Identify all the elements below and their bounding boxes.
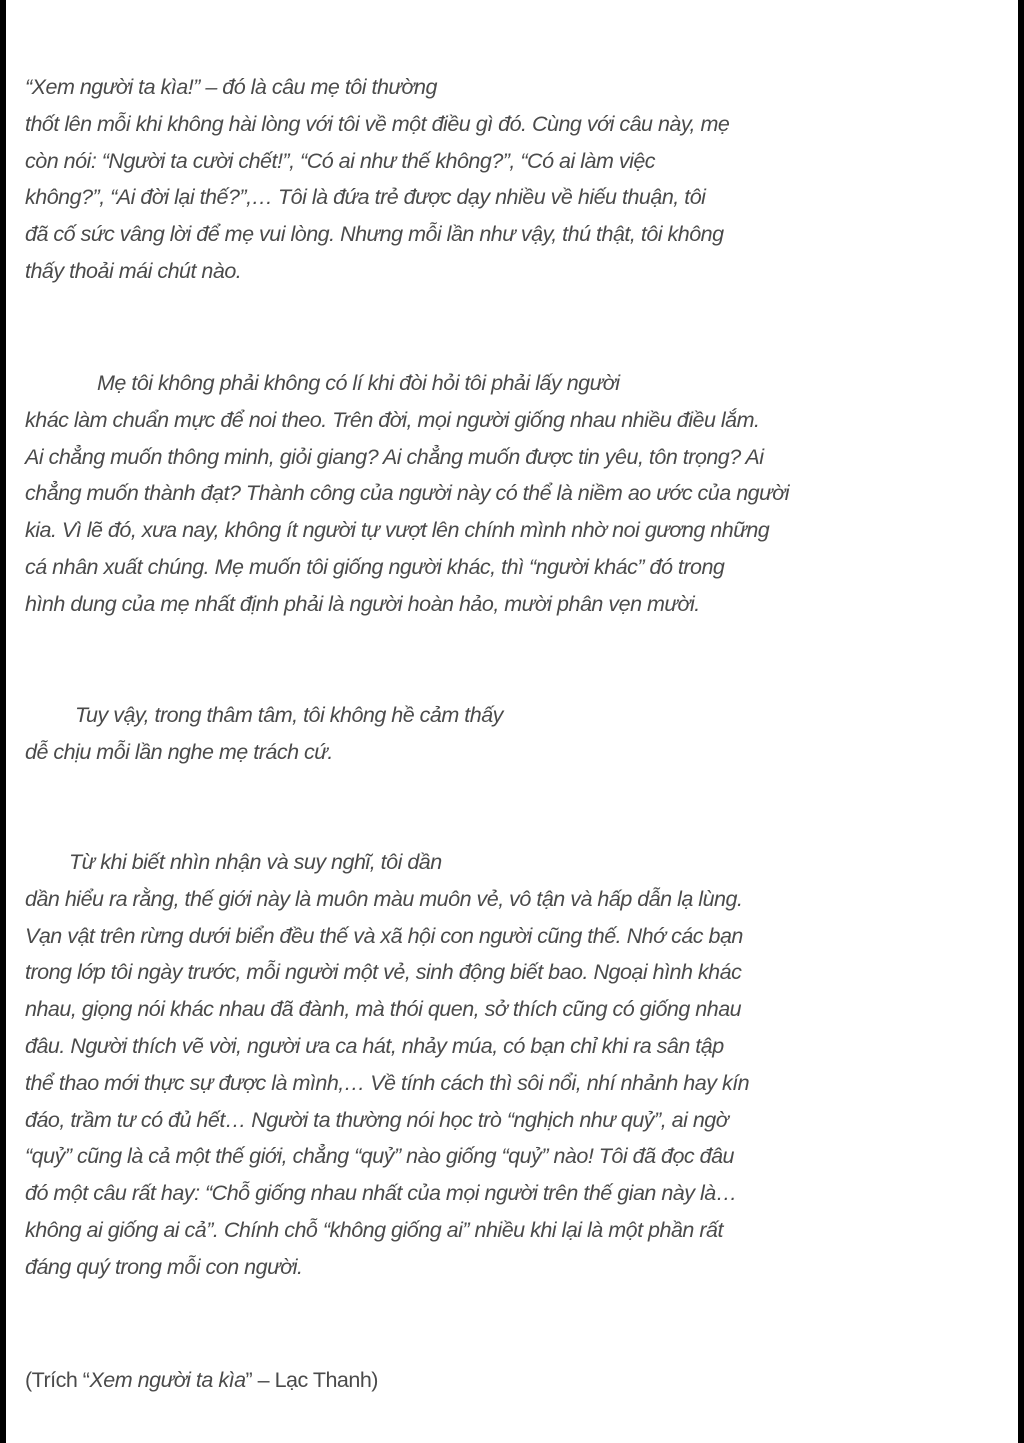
paragraph-line: còn nói: “Người ta cười chết!”, “Có ai như thế không?”, “Có ai làm việc bbox=[25, 148, 656, 173]
paragraph-line: đáo, trầm tư có đủ hết… Người ta thường nói học trò “nghịch như quỷ”, ai ngờ bbox=[25, 1107, 729, 1132]
citation-title: Xem người ta kìa bbox=[89, 1368, 246, 1392]
paragraph-2 bbox=[25, 365, 789, 623]
paragraph-line: đâu. Người thích vẽ vời, người ưa ca hát, nhảy múa, có bạn chỉ khi ra sân tập bbox=[25, 1033, 724, 1058]
paragraph-line: “Xem người ta kìa!” – đó là câu mẹ tôi thường bbox=[25, 75, 437, 99]
document-page bbox=[6, 0, 1018, 1443]
citation bbox=[25, 1362, 378, 1398]
paragraph-line: thấy thoải mái chút nào. bbox=[25, 258, 242, 283]
paragraph-line: không ai giống ai cả”. Chính chỗ “không giống ai” nhiều khi lại là một phần rất bbox=[25, 1217, 723, 1242]
paragraph-line: “quỷ” cũng là cả một thế giới, chẳng “quỷ” nào giống “quỷ” nào! Tôi đã đọc đâu bbox=[25, 1144, 735, 1169]
paragraph-line: không?”, “Ai đời lại thế?”,… Tôi là đứa trẻ được dạy nhiều về hiếu thuận, tôi bbox=[25, 185, 706, 210]
paragraph-line: chẳng muốn thành đạt? Thành công của người này có thể là niềm ao ước của người bbox=[25, 481, 790, 506]
paragraph-line: đã cố sức vâng lời để mẹ vui lòng. Nhưng mỗi lần như vậy, thú thật, tôi không bbox=[25, 222, 724, 247]
paragraph-1 bbox=[25, 69, 729, 290]
citation-prefix: (Trích “ bbox=[25, 1368, 90, 1392]
paragraph-line: nhau, giọng nói khác nhau đã đành, mà thói quen, sở thích cũng có giống nhau bbox=[25, 997, 742, 1022]
paragraph-line: thể thao mới thực sự được là mình,… Về tính cách thì sôi nổi, nhí nhảnh hay kín bbox=[25, 1070, 750, 1095]
paragraph-line: thốt lên mỗi khi không hài lòng với tôi về một điều gì đó. Cùng với câu này, mẹ bbox=[25, 111, 730, 136]
paragraph-3 bbox=[25, 697, 503, 771]
paragraph-line: trong lớp tôi ngày trước, mỗi người một vẻ, sinh động biết bao. Ngoại hình khác bbox=[25, 960, 742, 985]
paragraph-line: Tuy vậy, trong thâm tâm, tôi không hề cảm thấy bbox=[75, 703, 503, 727]
paragraph-line: đáng quý trong mỗi con người. bbox=[25, 1254, 303, 1279]
citation-suffix: ” – Lạc Thanh) bbox=[245, 1368, 378, 1392]
paragraph-line: hình dung của mẹ nhất định phải là người hoàn hảo, mười phân vẹn mười. bbox=[25, 591, 700, 616]
paragraph-line: khác làm chuẩn mực để noi theo. Trên đời, mọi người giống nhau nhiều điều lắm. bbox=[25, 407, 760, 432]
paragraph-line: Mẹ tôi không phải không có lí khi đòi hỏi tôi phải lấy người bbox=[97, 371, 620, 395]
paragraph-line: dần hiểu ra rằng, thế giới này là muôn màu muôn vẻ, vô tận và hấp dẫn lạ lùng. bbox=[25, 886, 743, 911]
paragraph-line: Vạn vật trên rừng dưới biển đều thế và xã hội con người cũng thế. Nhớ các bạn bbox=[25, 923, 743, 948]
paragraph-line: kia. Vì lẽ đó, xưa nay, không ít người tự vượt lên chính mình nhờ noi gương những bbox=[25, 518, 770, 543]
paragraph-line: Ai chẳng muốn thông minh, giỏi giang? Ai chẳng muốn được tin yêu, tôn trọng? Ai bbox=[25, 444, 764, 469]
paragraph-line: cá nhân xuất chúng. Mẹ muốn tôi giống người khác, thì “người khác” đó trong bbox=[25, 554, 725, 579]
paragraph-line: Từ khi biết nhìn nhận và suy nghĩ, tôi dần bbox=[69, 850, 442, 874]
paragraph-line: đó một câu rất hay: “Chỗ giống nhau nhất của mọi người trên thế gian này là… bbox=[25, 1181, 737, 1206]
paragraph-line: dễ chịu mỗi lần nghe mẹ trách cứ. bbox=[25, 739, 333, 764]
paragraph-4 bbox=[25, 844, 749, 1286]
